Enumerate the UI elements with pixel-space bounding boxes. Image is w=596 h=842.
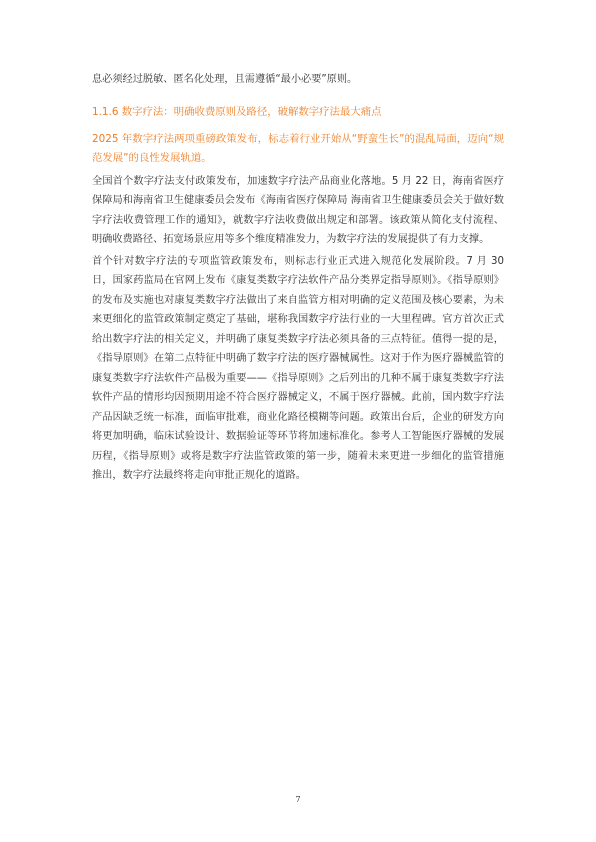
body-paragraph: 首个针对数字疗法的专项监管政策发布，则标志行业正式进入规范化发展阶段。7 月 30 日，国家药监局在官网上发布《康复类数字疗法软件产品分类界定指导原则》。《指导原则》的发布及实施也对康复类数字疗法做出了来自监管方相对明确的定义范围及核心要素，为未来更细化的监管政策制定奠定了基础，堪称我国数字疗法行业的一大里程碑。官方首次正式给出数字疗法的相关定义，并明确了康复类数字疗法必须具备的三点特征。值得一提的是，《指导原则》在第二点特征中明确了数字疗法的医疗器械属性。这对于作为医疗器械监管的康复类数字疗法软件产品极为重要——《指导原则》之后列出的几种不属于康复类数字疗法软件产品的情形均因预期用途不符合医疗器械定义，不属于医疗器械。此前，国内数字疗法产品因缺乏统一标准，面临审批难，商业化路径模糊等问题。政策出台后，企业的研发方向将更加明确，临床试验设计、数据验证等环节将加速标准化。参考人工智能医疗器械的发展历程，《指导原则》或将是数字疗法监管政策的第一步，随着未来更进一步细化的监管措施推出，数字疗法最终将走向审批正规化的道路。 xyxy=(92,255,504,481)
page-number: 7 xyxy=(295,795,301,804)
section-heading: 1.1.6 数字疗法：明确收费原则及路径，破解数字疗法最大痛点 xyxy=(92,105,382,118)
document-page xyxy=(92,70,504,488)
intro-line: 息必须经过脱敏、匿名化处理，且需遵循“最小必要”原则。 xyxy=(92,74,358,85)
highlight-statement: 2025 年数字疗法两项重磅政策发布，标志着行业开始从“野蛮生长”的混乱局面，迈向“规范发展”的良性发展轨道。 xyxy=(92,132,504,164)
body-paragraph: 全国首个数字疗法支付政策发布，加速数字疗法产品商业化落地。5 月 22 日，海南省医疗保障局和海南省卫生健康委员会发布《海南省医疗保障局 海南省卫生健康委员会关于做好数字疗法收费管理工作的通知》，就数字疗法收费做出规定和部署。该政策从简化支付流程、明确收费路径、拓宽场景应用等多个维度精准发力，为数字疗法的发展提供了有力支撑。 xyxy=(92,175,504,245)
